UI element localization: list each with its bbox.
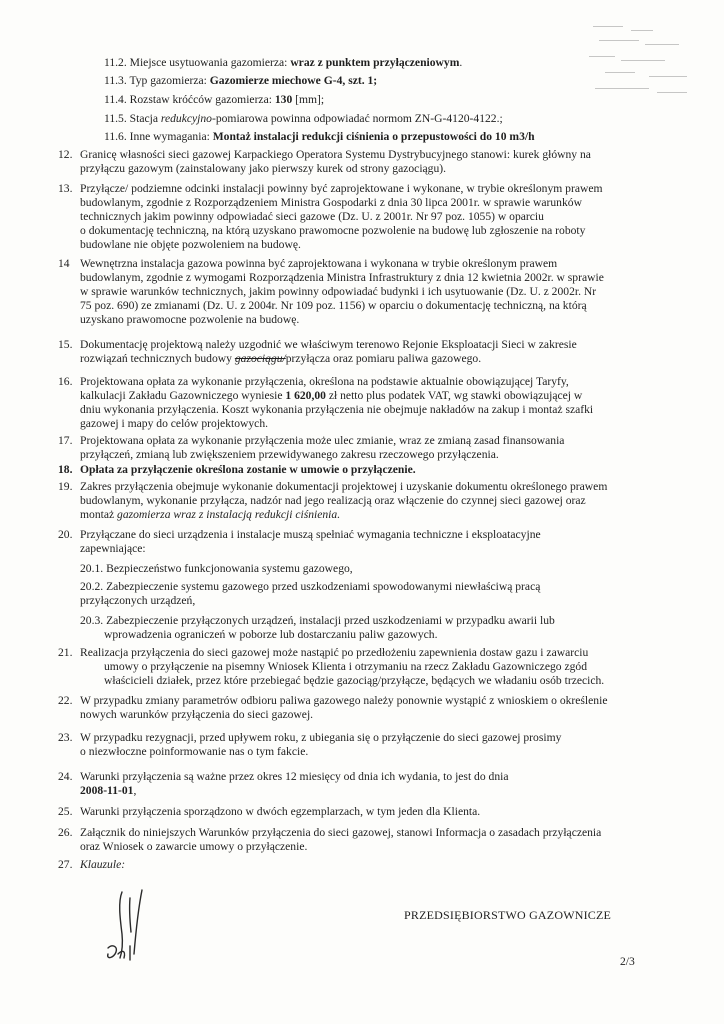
text-segment: 20.2. Zabezpieczenie systemu gazowego przed uszkodzeniami spowodowanymi niewłaściwą pracą [80,580,541,593]
item-text-line [80,210,544,224]
item-text-line [80,826,601,840]
scan-noise-stamp [585,20,705,110]
text-segment: . [459,56,463,69]
text-segment: 11.4. Rozstaw króćców gazomierza: [104,93,275,106]
text-segment: 20.3. Zabezpieczenie przyłączonych urządzeń, instalacji przed uszkodzeniami w przypadku awarii lub [80,614,555,627]
item-number: 26. [58,826,73,839]
text-segment: budowlanym, zgodnie z Rozporządzeniem Ministra Gospodarki z dnia 30 lipca 2001r. w sprawie warunków [80,196,582,209]
text-segment: budowlanym, wykonanie przyłącza, nadzór nad jego realizacją oraz włączenie do czynnej sieci gazowej oraz [80,494,586,507]
item-text-line [80,646,588,660]
text-segment: 75 poz. 690) ze zmianami (Dz. U. z 2004r. Nr 109 poz. 1156) w oparciu o dokumentację techniczną, na którą [80,299,587,312]
item-text-line [80,448,499,462]
text-segment: kalkulacji Zakładu Gazowniczego wyniesie [80,389,286,402]
item-text-line [80,784,136,798]
text-segment: Projektowana opłata za wykonanie przyłączenia może ulec zmianie, wraz ze zmianą zasad finansowania [80,434,565,447]
text-segment: Gazomierze miechowe G-4, szt. 1; [209,74,378,87]
item-number: 17. [58,434,73,447]
text-segment: przyłączu gazowym (zainstalowany jako pierwszy kurek od strony gazociągu). [80,162,447,175]
text-segment: Warunki przyłączenia sporządzono w dwóch egzemplarzach, w tym jeden dla Klienta. [80,805,481,818]
text-segment: dniu wykonania przyłączenia. Koszt wykonania przyłączenia nie obejmuje nakładów na zakup i montaż szafki [80,403,594,416]
text-segment: technicznych jakim powinny odpowiadać sieci gazowe (Dz. U. z 2001r. Nr 97 poz. 1055) w oparciu [80,210,544,223]
item-text-line [80,257,557,271]
item-text-line [80,858,125,872]
item-number: 27. [58,858,73,871]
item-text-line [80,542,146,556]
text-segment: o dokumentację techniczną, na którą uzyskano prawomocne pozwolenie na budowę lub zgłoszenie na roboty [80,224,586,237]
text-segment: rozwiązań technicznych budowy [80,352,235,365]
text-segment: 2008-11-01 [80,784,134,797]
item-text-line [104,130,535,144]
item-text-line [104,93,324,107]
item-number: 20. [58,528,73,541]
item-text-line [80,594,195,608]
text-segment: Przyłącze/ podziemne odcinki instalacji powinny być zaprojektowane i wykonane, w trybie określonym prawem [80,182,603,195]
item-text-line [80,463,416,477]
text-segment: montaż [80,508,118,521]
text-segment: Warunki przyłączenia są ważne przez okres 12 miesięcy od dnia ich wydania, to jest do dnia [80,770,509,783]
text-segment: budowlane nie objęte pozwoleniem na budowę. [80,238,301,251]
text-segment: Montaż instalacji redukcji ciśnienia o przepustowości do 10 m3/h [212,130,535,143]
text-segment: umowy o przyłączenie na pisemny Wniosek Klienta i otrzymaniu na rzecz Zakładu Gazowniczego zgód [104,660,587,673]
item-text-line [104,56,462,70]
text-segment: Opłata za przyłączenie określona zostanie w umowie o przyłączenie. [80,463,416,476]
item-text-line [80,480,607,494]
text-segment: przyłączeń, zmianą lub zwiększeniem przewidywanego zakresu rzeczowego przyłączenia. [80,448,499,461]
item-text-line [104,112,503,126]
text-segment: właścicieli działek, przez które przebiegać będzie gazociąg/przyłącze, będących we władaniu osób trzecich. [104,674,605,687]
item-text-line [104,628,438,642]
item-text-line [80,375,569,389]
item-text-line [80,148,591,162]
item-text-line [80,389,582,403]
text-segment: wprowadzenia ograniczeń w poborze lub dostarczaniu paliw gazowych. [104,628,438,641]
text-segment: uzyskano prawomocne pozwolenie na budowę. [80,313,300,326]
text-segment: Załącznik do niniejszych Warunków przyłączenia do sieci gazowej, stanowi Informacja o zasadach przyłączenia [80,826,602,839]
text-segment: -pomiarowa powinna odpowiadać normom ZN-G-4120-4122.; [211,112,503,125]
text-segment: Realizacja przyłączenia do sieci gazowej może nastąpić po przedłożeniu zapewnienia dostaw gazu i zawarciu [80,646,589,659]
item-text-line [80,224,585,238]
text-segment: przyłącza oraz pomiaru paliwa gazowego. [285,352,482,365]
text-segment: Granicę własności sieci gazowej Karpackiego Operatora Systemu Dystrybucyjnego stanowi: kurek główny na [80,148,591,161]
text-segment: Zakres przyłączenia obejmuje wykonanie dokumentacji projektowej i uzyskanie dokumentu określonego prawem [80,480,608,493]
item-text-line [80,731,561,745]
text-segment: 11.6. Inne wymagania: [104,130,213,143]
item-text-line [104,674,604,688]
item-number: 19. [58,480,73,493]
item-text-line [80,162,446,176]
item-text-line [80,562,353,576]
text-segment: Przyłączane do sieci urządzenia i instalacje muszą spełniać wymagania techniczne i eksploatacyjne [80,528,541,541]
text-segment: Projektowana opłata za wykonanie przyłączenia, określona na podstawie aktualnie obowiązującej Taryfy, [80,375,569,388]
item-text-line [104,74,377,88]
text-segment: [mm]; [292,93,325,106]
item-text-line [80,770,509,784]
item-number: 21. [58,646,73,659]
item-text-line [80,805,480,819]
item-text-line [80,238,301,252]
text-segment: przyłączonych urządzeń, [80,594,196,607]
text-segment: Dokumentację projektową należy uzgodnić we właściwym terenowo Rejonie Eksploatacji Sieci w zakresie [80,338,577,351]
item-text-line [80,182,603,196]
item-text-line [80,745,308,759]
item-text-line [80,580,540,594]
item-text-line [80,271,604,285]
item-text-line [80,694,607,708]
item-text-line [80,299,587,313]
text-segment: W przypadku rezygnacji, przed upływem roku, z ubiegania się o przyłączenie do sieci gazowej prosimy [80,731,562,744]
item-number: 25. [58,805,73,818]
text-segment: gazomierza wraz z instalacją redukcji ciśnienia. [117,508,341,521]
text-segment: gazowej i mapy do celów projektowych. [80,417,269,430]
item-text-line [80,708,313,722]
item-text-line [80,508,340,522]
item-text-line [80,840,307,854]
item-text-line [80,528,541,542]
text-segment: oraz Wniosek o zawarcie umowy o przyłączenie. [80,840,308,853]
item-text-line [80,494,586,508]
page-number: 2/3 [620,955,635,968]
company-name: PRZEDSIĘBIORSTWO GAZOWNICZE [404,908,612,922]
text-segment: 20.1. Bezpieczeństwo funkcjonowania systemu gazowego, [80,562,353,575]
text-segment: 130 [274,93,293,106]
item-text-line [80,614,555,628]
text-segment: nowych warunków przyłączenia do sieci gazowej. [80,708,314,721]
text-segment: Klauzule: [80,858,126,871]
text-segment: zapewniające: [80,542,146,555]
text-segment: 11.2. Miejsce usytuowania gazomierza: [104,56,291,69]
text-segment: 11.5. Stacja [104,112,161,125]
text-segment: 1 620,00 [285,389,326,402]
item-number: 22. [58,694,73,707]
item-text-line [80,403,593,417]
item-text-line [80,338,577,352]
item-number: 24. [58,770,73,783]
item-text-line [80,285,596,299]
item-number: 12. [58,148,73,161]
text-segment: redukcyjno [160,112,212,125]
text-segment: Wewnętrzna instalacja gazowa powinna być zaprojektowana i wykonana w trybie określonym prawem [80,257,558,270]
item-text-line [80,352,481,366]
handwritten-signature [100,888,170,968]
item-text-line [80,417,268,431]
item-text-line [80,196,582,210]
text-segment: wraz z punktem przyłączeniowym [290,56,460,69]
item-text-line [104,660,587,674]
text-segment: zł netto plus podatek VAT, wg stawki obowiązującej w [325,389,583,402]
text-segment: 11.3. Typ gazomierza: [104,74,210,87]
text-segment: W przypadku zmiany parametrów odbioru paliwa gazowego należy ponownie wystąpić z wnioskiem o określenie [80,694,608,707]
item-number: 18. [58,463,73,476]
text-segment: gazociągu/ [234,352,286,365]
text-segment: o niezwłoczne poinformowanie nas o tym fakcie. [80,745,309,758]
item-text-line [80,313,299,327]
item-number: 14 [58,257,70,270]
item-text-line [80,434,564,448]
text-segment: w sprawie warunków technicznych, jakim powinny odpowiadać budynki i ich usytuowanie (Dz. U. z 2002r. Nr [80,285,597,298]
item-number: 15. [58,338,73,351]
text-segment: budowlanym, zgodnie z wymogami Rozporządzenia Ministra Infrastruktury z dnia 12 kwietnia 2002r. w sprawie [80,271,604,284]
item-number: 23. [58,731,73,744]
text-segment: , [133,784,137,797]
item-number: 13. [58,182,73,195]
item-number: 16. [58,375,73,388]
